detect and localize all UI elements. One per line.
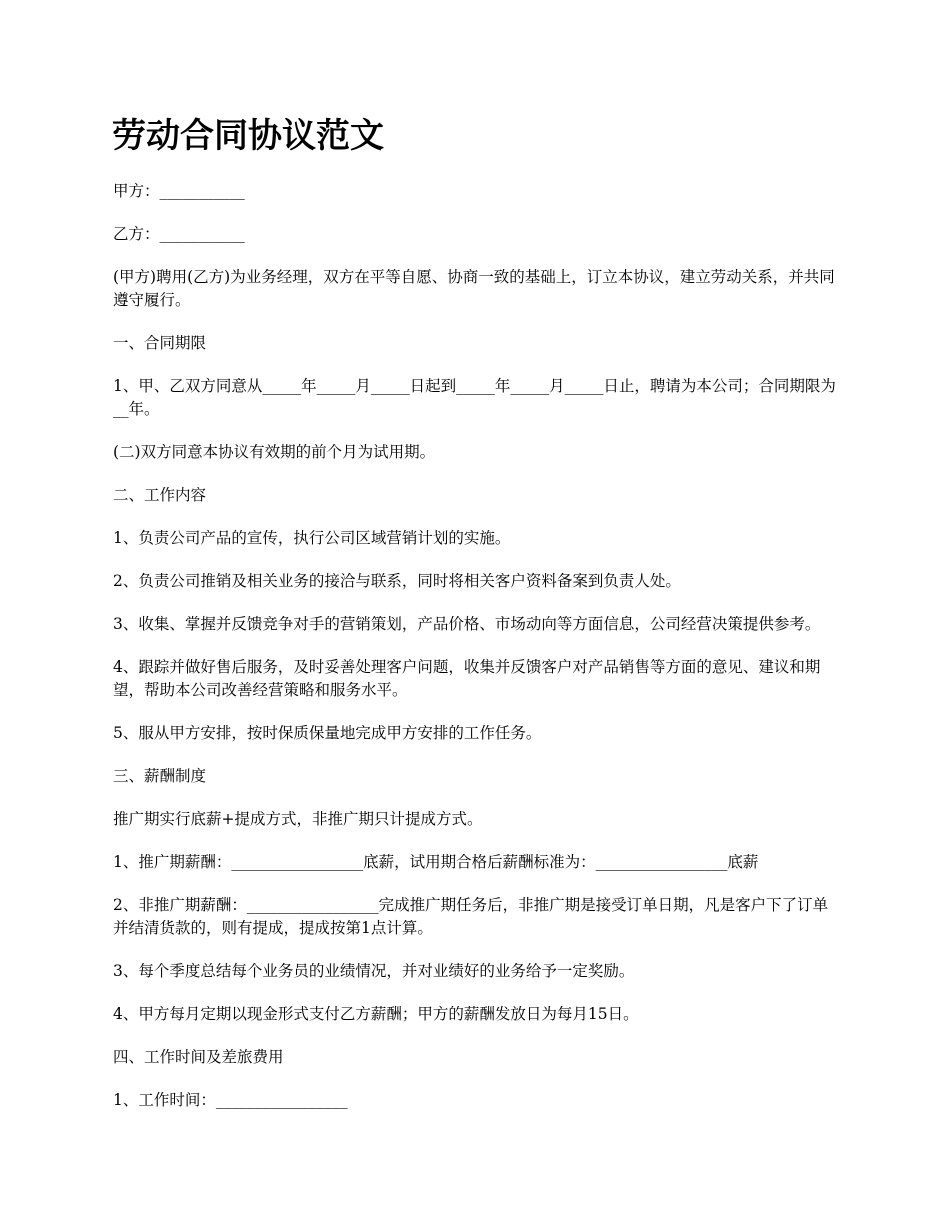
- document-title: 劳动合同协议范文: [112, 116, 384, 156]
- salary-intro: 推广期实行底薪+提成方式，非推广期只计提成方式。: [113, 810, 483, 828]
- clause-job-2: 2、负责公司推销及相关业务的接洽与联系，同时将相关客户资料备案到负责人处。: [113, 572, 681, 590]
- clause-work-time-1: 1、工作时间：_________________: [113, 1091, 348, 1109]
- clause-salary-2: 2、非推广期薪酬：_________________完成推广期任务后，非推广期是接受订单日期，凡是客户下了订单并结清货款的，则有提成，提成按第1点计算。: [113, 896, 829, 937]
- clause-probation: (二)双方同意本协议有效期的前个月为试用期。: [113, 443, 436, 461]
- section-heading-salary: 三、薪酬制度: [113, 767, 207, 785]
- intro-paragraph: (甲方)聘用(乙方)为业务经理，双方在平等自愿、协商一致的基础上，订立本协议，建立劳动关系，并共同遵守履行。: [113, 268, 835, 309]
- clause-job-1: 1、负责公司产品的宣传，执行公司区域营销计划的实施。: [113, 529, 511, 547]
- party-a-line: 甲方：___________: [113, 182, 245, 200]
- clause-salary-1: 1、推广期薪酬：_________________底薪，试用期合格后薪酬标准为：_________________底薪: [113, 853, 759, 871]
- section-heading-job-content: 二、工作内容: [113, 486, 207, 504]
- clause-term-dates: 1、甲、乙双方同意从_____年_____月_____日起到_____年_____月_____日止，聘请为本公司；合同期限为__年。: [113, 377, 836, 418]
- clause-salary-4: 4、甲方每月定期以现金形式支付乙方薪酬；甲方的薪酬发放日为每月15日。: [113, 1005, 639, 1023]
- clause-job-3: 3、收集、掌握并反馈竞争对手的营销策划，产品价格、市场动向等方面信息，公司经营决策提供参考。: [113, 615, 821, 633]
- section-heading-work-time: 四、工作时间及差旅费用: [113, 1048, 284, 1066]
- clause-salary-3: 3、每个季度总结每个业务员的业绩情况，并对业绩好的业务给予一定奖励。: [113, 962, 635, 980]
- party-b-line: 乙方：___________: [113, 225, 245, 243]
- document-body: [113, 180, 843, 1132]
- clause-job-4: 4、跟踪并做好售后服务，及时妥善处理客户问题，收集并反馈客户对产品销售等方面的意见、建议和期望，帮助本公司改善经营策略和服务水平。: [113, 658, 821, 699]
- clause-job-5: 5、服从甲方安排，按时保质保量地完成甲方安排的工作任务。: [113, 724, 542, 742]
- section-heading-contract-term: 一、合同期限: [113, 334, 207, 352]
